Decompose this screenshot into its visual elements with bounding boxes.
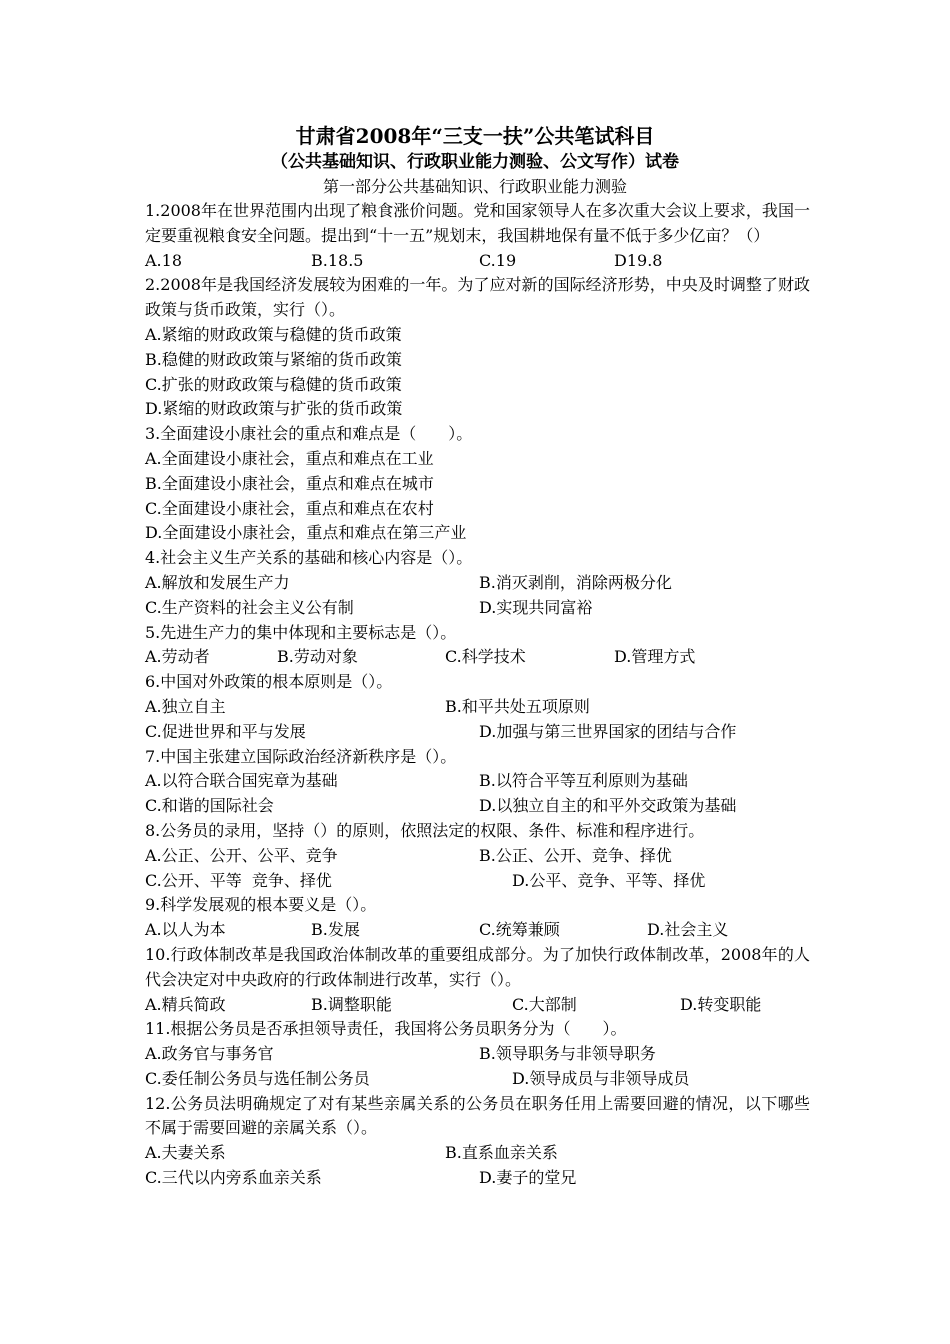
question-8: 8.公务员的录用，坚持（）的原则，依照法定的权限、条件、标准和程序进行。 (145, 820, 705, 840)
option-b: B.消灭剥削，消除两极分化 (479, 572, 672, 592)
option-c: C.和谐的国际社会 (145, 796, 274, 816)
option-d: D.社会主义 (647, 920, 729, 940)
option-d: D.以独立自主的和平外交政策为基础 (479, 796, 737, 816)
question-2-option-c (145, 373, 810, 398)
option-b: B.发展 (311, 920, 360, 940)
question-4: 4.社会主义生产关系的基础和核心内容是（）。 (145, 548, 473, 568)
question-11-options-row1 (145, 1042, 810, 1067)
option-b: B.全面建设小康社会，重点和难点在城市 (145, 473, 434, 493)
question-6-options-row2 (145, 720, 810, 745)
exam-subtitle: （公共基础知识、行政职业能力测验、公文写作）试卷 (271, 152, 679, 172)
question-12-options-row2 (145, 1166, 810, 1191)
question-1: 1.2008年在世界范围内出现了粮食涨价问题。党和国家领导人在多次重大会议上要求，我国一定要重视粮食安全问题。提出到“十一五”规划末，我国耕地保有量不低于多少亿亩？（） (145, 201, 810, 245)
section-heading: 第一部分公共基础知识、行政职业能力测验 (322, 177, 627, 196)
option-a: A.以人为本 (145, 920, 226, 940)
question-5: 5.先进生产力的集中体现和主要标志是（）。 (145, 622, 457, 642)
question-2-option-b (145, 348, 810, 373)
option-b: B.稳健的财政政策与紧缩的货币政策 (145, 349, 402, 369)
question-3-option-a (145, 447, 810, 472)
option-b: B.调整职能 (311, 994, 392, 1014)
option-a: A.公正、公开、公平、竞争 (145, 845, 338, 865)
option-a: A.劳动者 (145, 647, 210, 667)
option-a: A.政务官与事务官 (145, 1044, 274, 1064)
option-c: C.科学技术 (445, 647, 526, 667)
question-2: 2.2008年是我国经济发展较为困难的一年。为了应对新的国际经济形势，中央及时调整了财政政策与货币政策，实行（）。 (145, 275, 810, 320)
option-a: A.独立自主 (145, 696, 226, 716)
question-6-options-row1 (145, 695, 810, 720)
question-3-option-b (145, 472, 810, 497)
option-b: B.领导职务与非领导职务 (479, 1044, 656, 1064)
question-8-options-row2 (145, 869, 810, 894)
option-d: D.实现共同富裕 (479, 597, 593, 617)
question-9: 9.科学发展观的根本要义是（）。 (145, 895, 377, 915)
option-d: D19.8 (614, 250, 663, 270)
option-d: D.公平、竞争、平等、择优 (512, 870, 706, 890)
option-a: A.解放和发展生产力 (145, 572, 290, 592)
option-a: A.紧缩的财政政策与稳健的货币政策 (145, 324, 402, 344)
option-a: A.全面建设小康社会，重点和难点在工业 (145, 448, 434, 468)
option-c: C.19 (479, 250, 517, 270)
question-12-options-row1 (145, 1141, 810, 1166)
option-a: A.夫妻关系 (145, 1143, 226, 1163)
option-c: C.促进世界和平与发展 (145, 721, 306, 741)
option-c: C.生产资料的社会主义公有制 (145, 597, 354, 617)
option-d: D.转变职能 (680, 994, 762, 1014)
question-3: 3.全面建设小康社会的重点和难点是（ ）。 (145, 424, 473, 444)
option-d: D.加强与第三世界国家的团结与合作 (479, 721, 737, 741)
question-2-option-a (145, 323, 810, 348)
option-c: C.大部制 (512, 994, 577, 1014)
question-10: 10.行政体制改革是我国政治体制改革的重要组成部分。为了加快行政体制改革，2008年的人代会决定对中央政府的行政体制进行改革，实行（）。 (145, 944, 810, 989)
option-d: D.紧缩的财政政策与扩张的货币政策 (145, 399, 403, 419)
question-10-options (145, 993, 810, 1018)
question-9-options (145, 918, 810, 943)
question-3-option-d (145, 521, 810, 546)
question-7: 7.中国主张建立国际政治经济新秩序是（）。 (145, 746, 457, 766)
question-4-options-row1 (145, 571, 810, 596)
option-c: C.扩张的财政政策与稳健的货币政策 (145, 374, 402, 394)
question-2-option-d (145, 397, 810, 422)
question-list (145, 199, 810, 1191)
option-b: B.以符合平等互利原则为基础 (479, 771, 688, 791)
option-c: C.全面建设小康社会，重点和难点在农村 (145, 498, 434, 518)
question-11-options-row2 (145, 1067, 810, 1092)
question-7-options-row2 (145, 794, 810, 819)
question-1-options (145, 249, 810, 274)
option-a: A.精兵简政 (145, 994, 226, 1014)
question-3-option-c (145, 497, 810, 522)
question-8-options-row1 (145, 844, 810, 869)
option-c: C.统筹兼顾 (479, 920, 560, 940)
option-d: D.全面建设小康社会，重点和难点在第三产业 (145, 523, 467, 543)
option-b: B.劳动对象 (277, 647, 358, 667)
question-4-options-row2 (145, 596, 810, 621)
option-c: C.公开、平等 竞争、择优 (145, 870, 332, 890)
question-5-options (145, 645, 810, 670)
option-d: D.领导成员与非领导成员 (512, 1068, 690, 1088)
option-a: A.18 (145, 250, 182, 270)
option-c: C.委任制公务员与选任制公务员 (145, 1068, 370, 1088)
question-11: 11.根据公务员是否承担领导责任，我国将公务员职务分为（ ）。 (145, 1019, 627, 1039)
question-6: 6.中国对外政策的根本原则是（）。 (145, 672, 393, 692)
option-b: B.和平共处五项原则 (445, 696, 590, 716)
option-c: C.三代以内旁系血亲关系 (145, 1168, 322, 1188)
option-a: A.以符合联合国宪章为基础 (145, 771, 338, 791)
option-b: B.公正、公开、竞争、择优 (479, 845, 672, 865)
question-12: 12.公务员法明确规定了对有某些亲属关系的公务员在职务任用上需要回避的情况，以下哪些不属于需要回避的亲属关系（）。 (145, 1093, 810, 1138)
question-7-options-row1 (145, 769, 810, 794)
option-d: D.妻子的堂兄 (479, 1168, 577, 1188)
option-d: D.管理方式 (614, 647, 696, 667)
option-b: B.18.5 (311, 250, 364, 270)
exam-title: 甘肃省2008年“三支一扶”公共笔试科目 (295, 124, 655, 148)
option-b: B.直系血亲关系 (445, 1143, 558, 1163)
